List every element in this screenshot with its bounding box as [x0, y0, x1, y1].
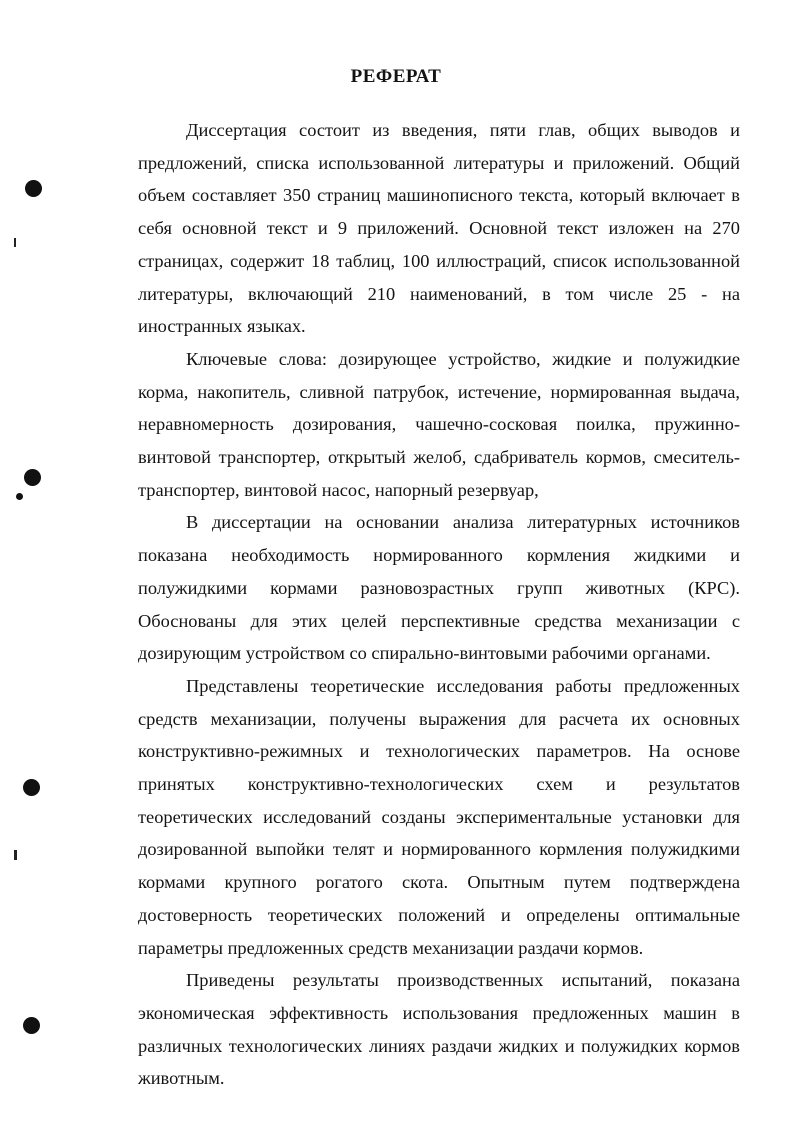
paragraph: Диссертация состоит из введения, пяти глав, общих выводов и предложений, списка использованной литературы и приложений. Общий объем составляет 350 страниц машинописного текста, который включает в себя основной текст и 9 приложений. Основной текст изложен на 270 страницах, содержит 18 таблиц, 100 иллюстраций, список использованной литературы, включающий 210 наименований, в том числе 25 - на иностранных языках. [138, 120, 740, 337]
binder-hole [24, 469, 41, 486]
binder-mark [14, 238, 16, 247]
binder-hole [23, 1017, 40, 1034]
paragraph: Ключевые слова: дозирующее устройство, жидкие и полужидкие корма, накопитель, сливной патрубок, истечение, нормированная выдача, неравномерность дозирования, чашечно-сосковая поилка, пружинно-винтовой транспортер, открытый желоб, сдабриватель кормов, смеситель-транспортер, винтовой насос, напорный резервуар, [138, 348, 740, 500]
binder-mark [14, 850, 17, 860]
binder-hole [23, 779, 40, 796]
paragraph: В диссертации на основании анализа литературных источников показана необходимость нормированного кормления жидкими и полужидкими кормами разновозрастных групп животных (КРС). Обоснованы для этих целей перспективные средства механизации с дозирующим устройством со спирально-винтовыми рабочими органами. [138, 512, 740, 664]
binder-hole [16, 493, 23, 500]
body-text [138, 114, 740, 1095]
paragraph: Приведены результаты производственных испытаний, показана экономическая эффективность использования предложенных машин в различных технологических линиях раздачи жидких и полужидких кормов животным. [138, 970, 740, 1089]
binder-hole [25, 180, 42, 197]
paragraph: Представлены теоретические исследования работы предложенных средств механизации, получены выражения для расчета их основных конструктивно-режимных и технологических параметров. На основе принятых конструктивно-технологических схем и результатов теоретических исследований созданы экспериментальные установки для дозированной выпойки телят и нормированного кормления полужидкими кормами крупного рогатого скота. Опытным путем подтверждена достоверность теоретических положений и определены оптимальные параметры предложенных средств механизации раздачи кормов. [138, 675, 740, 958]
page-title: РЕФЕРАТ [350, 66, 442, 87]
